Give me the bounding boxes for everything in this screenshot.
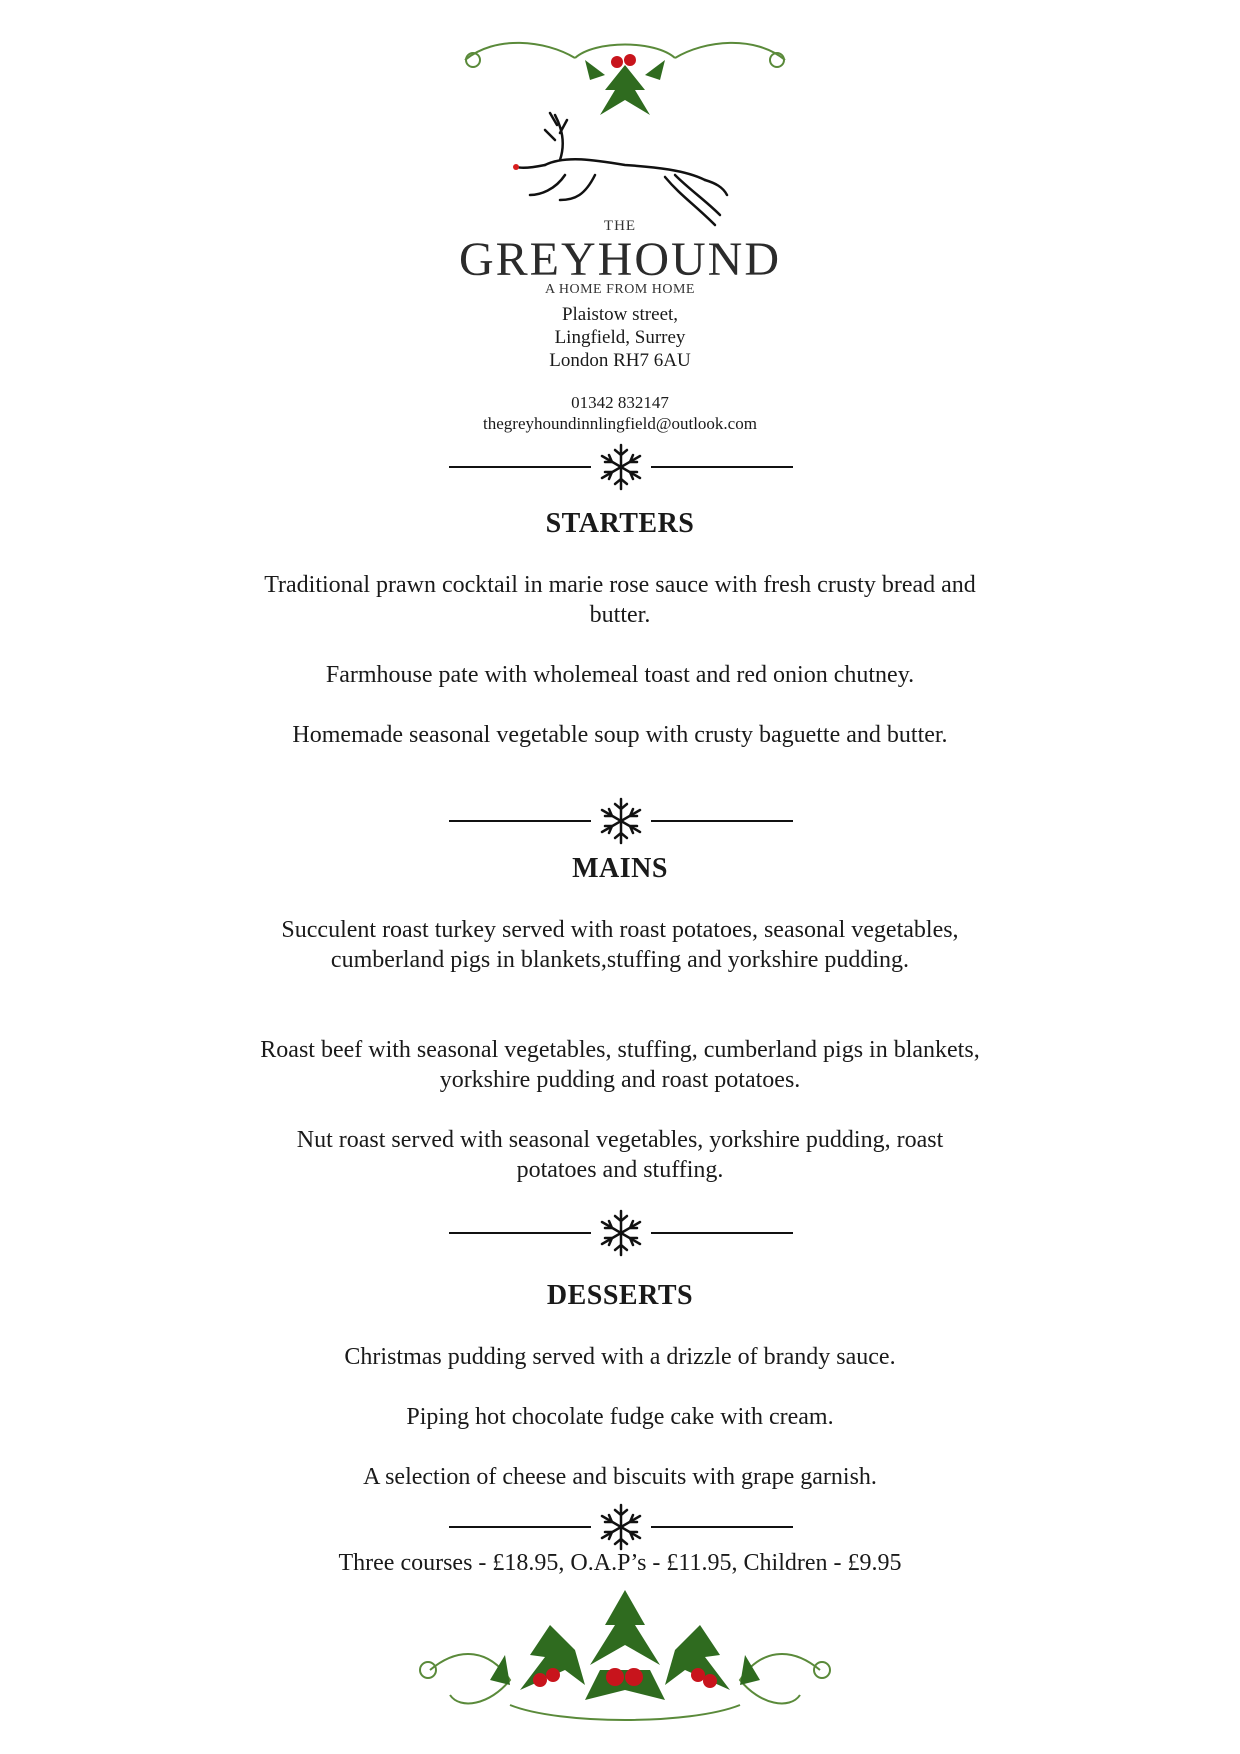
section-title-desserts: DESSERTS	[546, 1280, 694, 1311]
menu-item: Nut roast served with seasonal vegetables, yorkshire pudding, roast potatoes and stuffing.	[296, 1127, 944, 1183]
menu-item: Christmas pudding served with a drizzle of brandy sauce.	[344, 1344, 896, 1370]
address	[0, 303, 1240, 372]
menu-item: Homemade seasonal vegetable soup with crusty baguette and butter.	[292, 722, 948, 748]
menu-item: Farmhouse pate with wholemeal toast and red onion chutney.	[325, 662, 915, 688]
snowflake-divider	[449, 442, 793, 492]
menu-item: Piping hot chocolate fudge cake with cream.	[406, 1404, 834, 1430]
menu-item: Succulent roast turkey served with roast potatoes, seasonal vegetables, cumberland pigs in blankets,stuffing and yorkshire pudding.	[281, 917, 959, 973]
address-line: Lingfield, Surrey	[554, 327, 686, 348]
snowflake-divider	[449, 1502, 793, 1552]
stag-logo	[505, 105, 735, 235]
brand-tagline: A HOME FROM HOME	[545, 282, 695, 297]
section-title-starters: STARTERS	[545, 508, 695, 539]
menu-item: Traditional prawn cocktail in marie rose sauce with fresh crusty bread and butter.	[264, 572, 976, 628]
email-address: thegreyhoundinnlingfield@outlook.com	[483, 414, 757, 433]
menu-item: A selection of cheese and biscuits with grape garnish.	[363, 1464, 877, 1490]
snowflake-icon	[602, 1211, 640, 1255]
address-line: London RH7 6AU	[549, 350, 691, 371]
brand-name: GREYHOUND	[459, 233, 781, 286]
snowflake-icon	[602, 1505, 640, 1549]
menu-item: Roast beef with seasonal vegetables, stuffing, cumberland pigs in blankets, yorkshire pudding and roast potatoes.	[260, 1037, 980, 1093]
snowflake-divider	[449, 796, 793, 846]
phone-number: 01342 832147	[571, 393, 669, 412]
brand-the: THE	[603, 218, 637, 234]
holly-bottom-icon	[410, 1585, 840, 1730]
pricing-line: Three courses - £18.95, O.A.P’s - £11.95, Children - £9.95	[338, 1550, 902, 1576]
address-line: Plaistow street,	[561, 304, 679, 325]
snowflake-icon	[602, 799, 640, 843]
section-title-mains: MAINS	[572, 853, 668, 884]
snowflake-divider	[449, 1208, 793, 1258]
snowflake-icon	[602, 445, 640, 489]
